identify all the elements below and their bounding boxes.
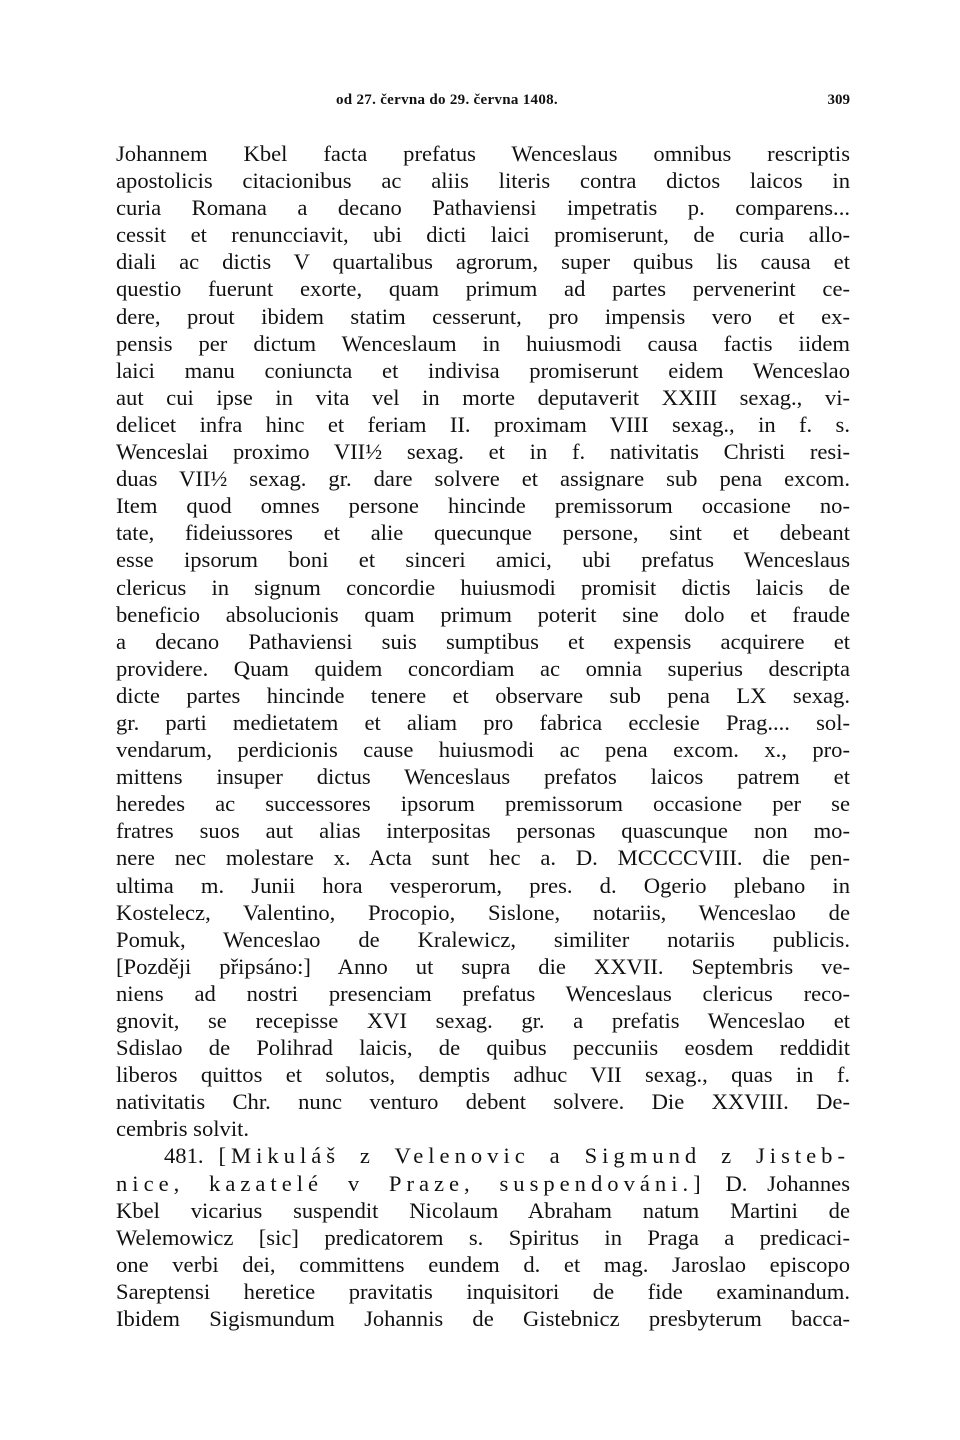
text-line: nere nec molestare x. Acta sunt hec a. D. MCCCCVIII. die pen- [116,845,850,871]
text-line: curia Romana a decano Pathaviensi impetratis p. comparens... [116,195,850,221]
text-line: Item quod omnes persone hincinde premissorum occasione no- [116,493,850,519]
text-line: nativitatis Chr. nunc venturo debent solvere. Die XXVIII. De- [116,1089,850,1115]
text-line: tate, fideiussores et alie quecunque persone, sint et debeant [116,520,850,546]
document-page [116,90,850,1332]
text-line: providere. Quam quidem concordiam ac omnia superius descripta [116,655,850,681]
text-line: duas VII½ sexag. gr. dare solvere et assignare sub pena excom. [116,466,850,492]
text-line: beneficio absolucionis quam primum poterit sine dolo et fraude [116,601,850,627]
text-line: dicte partes hincinde tenere et observare sub pena LX sexag. [116,682,850,708]
text-line: Pomuk, Wenceslao de Kralewicz, similiter notariis publicis. [116,926,850,952]
text-line: niens ad nostri presenciam prefatus Wenceslaus clericus reco- [116,980,850,1006]
entry-second-line [116,1170,850,1197]
text-line: esse ipsorum boni et sinceri amici, ubi prefatus Wenceslaus [116,547,850,573]
text-line: laici manu coniuncta et indivisa promiserunt eidem Wenceslao [116,357,850,383]
page-number: 309 [827,92,850,108]
entry-line: one verbi dei, committens eundem d. et mag. Jaroslao episcopo [116,1251,850,1277]
text-line: Johannem Kbel facta prefatus Wenceslaus omnibus rescriptis [116,141,850,166]
entry-line: Sareptensi heretice pravitatis inquisitori de fide examinandum. [116,1278,850,1304]
text-line: gnovit, se recepisse XVI sexag. gr. a prefatis Wenceslao et [116,1008,850,1033]
entry-heading: [Mikuláš z Velenovic a Sigmund z Jisteb- [218,1143,850,1169]
entry-line: Kbel vicarius suspendit Nicolaum Abraham natum Martini de [116,1197,850,1223]
entry-first-line [116,1142,850,1169]
text-line: pensis per dictum Wenceslaum in huiusmodi causa factis iidem [116,330,850,356]
text-line: heredes ac successores ipsorum premissorum occasione per se [116,791,850,817]
text-line: cembris solvit. [116,1116,250,1142]
text-line: dere, prout ibidem statim cesserunt, pro impensis vero et ex- [116,303,850,329]
text-line: aut cui ipse in vita vel in morte deputaverit XXIII sexag., vi- [116,384,850,410]
text-line: ultima m. Junii hora vesperorum, pres. d. Ogerio plebano in [116,872,850,898]
text-line: apostolicis citacionibus ac aliis literis contra dictos laicos in [116,168,850,194]
text-line: Sdislao de Polihrad laicis, de quibus peccuniis eosdem reddidit [116,1035,850,1061]
entry-heading-continued: nice, kazatelé v Praze, suspendováni.] [116,1170,706,1196]
page-header [116,90,850,120]
text-line: questio fuerunt exorte, quam primum ad partes pervenerint ce- [116,276,850,302]
text-line: liberos quittos et solutos, demptis adhuc VII sexag., quas in f. [116,1062,850,1088]
entry-line: Welemowicz [sic] predicatorem s. Spiritus in Praga a predicaci- [116,1224,850,1250]
text-line: a decano Pathaviensi suis sumptibus et expensis acquirere et [116,628,850,654]
text-line: Kostelecz, Valentino, Procopio, Sislone, notariis, Wenceslao de [116,899,850,925]
text-line: cessit et renuncciavit, ubi dicti laici promiserunt, de curia allo- [116,222,850,248]
text-line: delicet infra hinc et feriam II. proximam VIII sexag., in f. s. [116,411,850,437]
text-line: mittens insuper dictus Wenceslaus prefatos laicos patrem et [116,764,850,790]
entry-text: D. Johannes [725,1170,851,1196]
body-text [116,140,850,1332]
text-line: gr. parti medietatem et aliam pro fabrica ecclesie Prag.... sol- [116,709,850,735]
entry-line: Ibidem Sigismundum Johannis de Gistebnicz presbyterum bacca- [116,1306,850,1332]
text-line: clericus in signum concordie huiusmodi promisit dictis laicis de [116,574,850,600]
text-line: [Později připsáno:] Anno ut supra die XXVII. Septembris ve- [116,953,850,979]
text-line: Wenceslai proximo VII½ sexag. et in f. nativitatis Christi resi- [116,439,850,465]
text-line: vendarum, perdicionis cause huiusmodi ac pena excom. x., pro- [116,737,850,763]
text-line: diali ac dictis V quartalibus agrorum, super quibus lis causa et [116,249,850,275]
running-head: od 27. června do 29. června 1408. [336,92,558,108]
text-line: fratres suos aut alias interpositas personas quascunque non mo- [116,818,850,844]
entry-number: 481. [164,1143,204,1169]
